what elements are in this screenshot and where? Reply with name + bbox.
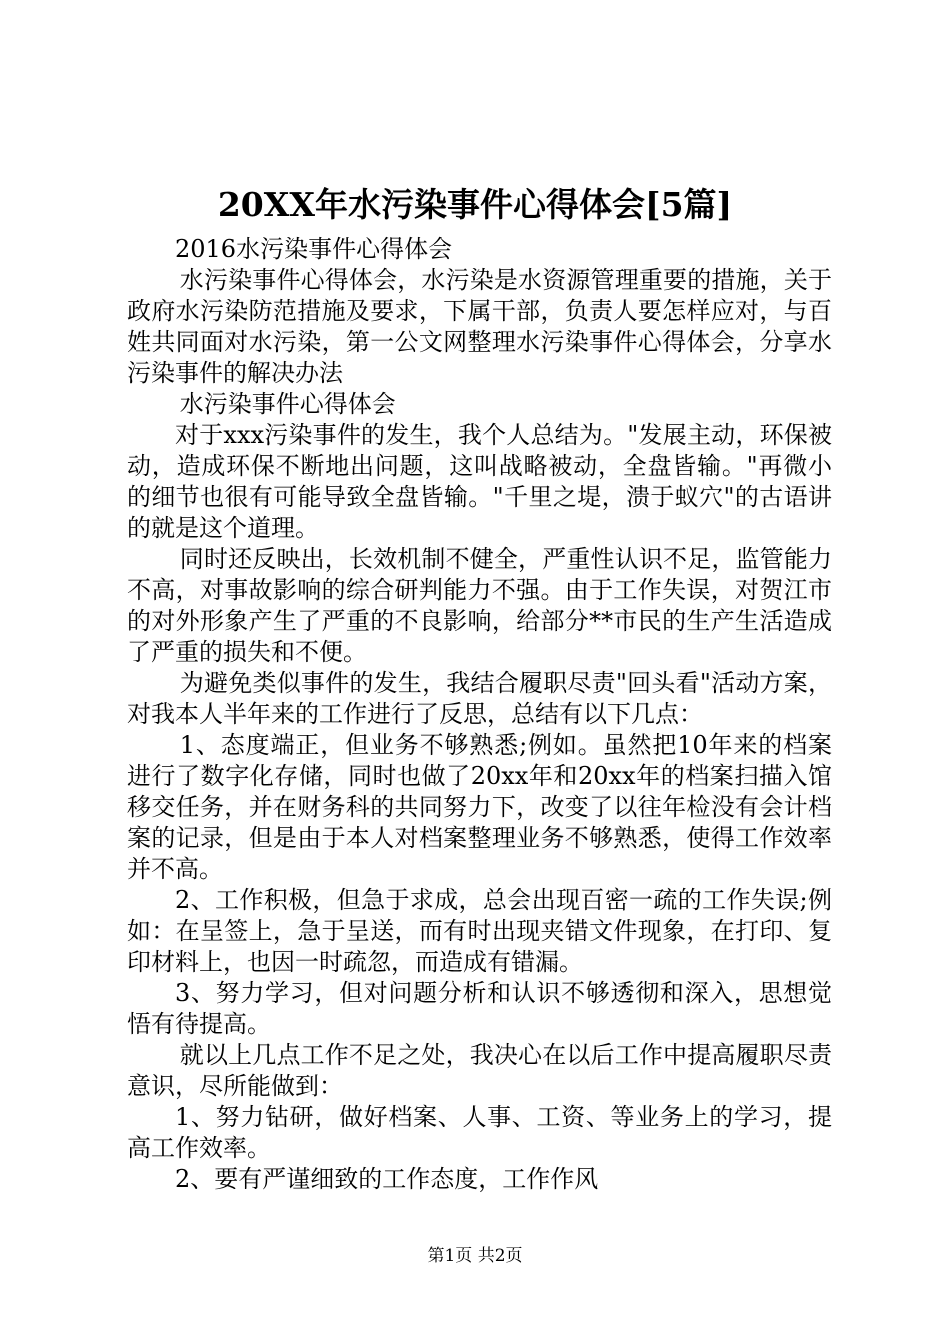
paragraph: 就以上几点工作不足之处，我决心在以后工作中提高履职尽责意识，尽所能做到： (127, 1041, 832, 1100)
document-body (127, 234, 832, 1195)
paragraph: 对于xxx污染事件的发生，我个人总结为。"发展主动，环保被动，造成环保不断地出问题，这叫战略被动，全盘皆输。"再微小的细节也很有可能导致全盘皆输。"千里之堤，溃于蚁穴"的古语讲的就是这个道理。 (127, 421, 832, 542)
paragraph: 2、要有严谨细致的工作态度，工作作风 (175, 1165, 599, 1193)
paragraph: 2016水污染事件心得体会 (175, 235, 453, 263)
paragraph: 1、态度端正，但业务不够熟悉;例如。虽然把10年来的档案进行了数字化存储，同时也做了20xx年和20xx年的档案扫描入馆移交任务，并在财务科的共同努力下，改变了以往年检没有会计档案的记录，但是由于本人对档案整理业务不够熟悉，使得工作效率并不高。 (127, 731, 832, 883)
paragraph: 为避免类似事件的发生，我结合履职尽责"回头看"活动方案，对我本人半年来的工作进行了反思，总结有以下几点： (127, 669, 832, 728)
paragraph: 2、工作积极，但急于求成，总会出现百密一疏的工作失误;例如：在呈签上，急于呈送，而有时出现夹错文件现象，在打印、复印材料上，也因一时疏忽，而造成有错漏。 (127, 886, 832, 976)
paragraph: 同时还反映出，长效机制不健全，严重性认识不足，监管能力不高，对事故影响的综合研判能力不强。由于工作失误，对贺江市的对外形象产生了严重的不良影响，给部分**市民的生产生活造成了严重的损失和不便。 (127, 545, 832, 666)
page-number-footer: 第1页 共2页 (427, 1246, 523, 1266)
paragraph: 1、努力钻研，做好档案、人事、工资、等业务上的学习，提高工作效率。 (127, 1103, 832, 1162)
paragraph: 水污染事件心得体会，水污染是水资源管理重要的措施，关于政府水污染防范措施及要求，下属干部，负责人要怎样应对，与百姓共同面对水污染，第一公文网整理水污染事件心得体会，分享水污染事件的解决办法 (127, 266, 832, 387)
paragraph: 3、努力学习，但对问题分析和认识不够透彻和深入，思想觉悟有待提高。 (127, 979, 832, 1038)
document-title: 20XX年水污染事件心得体会[5篇] (217, 185, 733, 224)
paragraph: 水污染事件心得体会 (179, 390, 396, 418)
